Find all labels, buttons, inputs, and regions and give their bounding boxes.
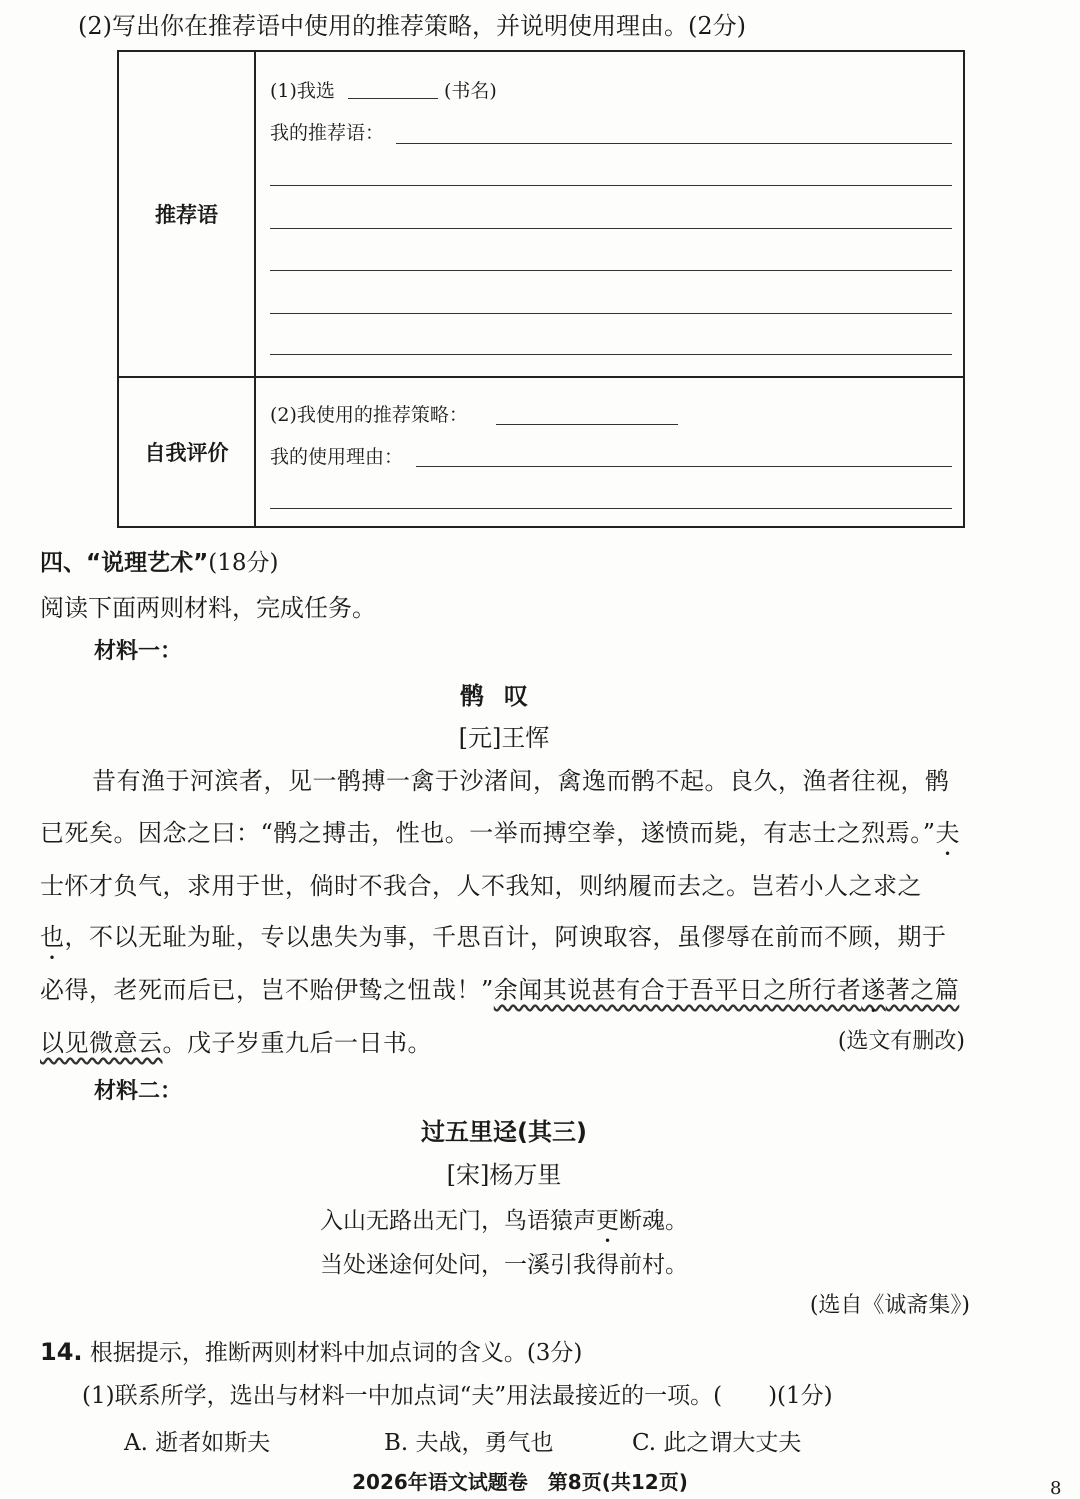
answer-line[interactable] [270, 228, 952, 229]
corner-page-mark: 8 [1050, 1478, 1062, 1499]
answer-line[interactable] [270, 354, 952, 355]
option-a[interactable]: A. 逝者如斯夫 [124, 1430, 271, 1456]
material1-title: 鹘叹 [460, 682, 548, 710]
question-text: 根据提示，推断两则材料中加点词的含义。(3分) [89, 1340, 583, 1366]
material2-author: [宋]杨万里 [446, 1161, 562, 1189]
book-name-blank[interactable] [348, 98, 438, 99]
section-instruction: 阅读下面两则材料，完成任务。 [40, 594, 376, 622]
dotted-word-ye: 也 [40, 923, 65, 951]
answer-line[interactable] [270, 313, 952, 314]
section-heading [40, 544, 278, 577]
option-b[interactable]: B. 夫战，勇气也 [384, 1430, 554, 1456]
question-14-sub1: (1)联系所学，选出与材料一中加点词“夫”用法最接近的一项。( )(1分) [82, 1383, 833, 1409]
answer-line[interactable] [270, 508, 952, 509]
row-label-self-evaluation: 自我评价 [118, 377, 255, 527]
self-evaluation-cell[interactable] [255, 377, 964, 527]
section-title: 四、“说理艺术” [40, 550, 209, 576]
recommendation-label: 我的推荐语： [270, 122, 385, 144]
text-segment: 昔有渔于河滨者，见一鹘搏一禽于沙渚间，禽逸而鹘不起。良久，渔者往视，鹘已死矣。因念之曰：“鹘之搏击，性也。一举而搏空拳，遂愤而毙，有志士之烈焉。” [40, 767, 950, 847]
text-segment: 入山无路出无门，鸟语猿声 [320, 1208, 596, 1234]
answer-line[interactable] [416, 466, 952, 467]
strategy-blank[interactable] [496, 424, 678, 425]
material1-text [40, 756, 970, 1070]
recommendation-cell[interactable] [255, 51, 964, 377]
answer-line[interactable] [396, 143, 952, 144]
dotted-word-geng: 更 [596, 1208, 619, 1234]
answer-line[interactable] [270, 185, 952, 186]
choose-book-label: (1)我选 [270, 80, 335, 102]
section-points: (18分) [208, 550, 279, 576]
material1-label: 材料一： [94, 639, 183, 664]
poem-line-2: 当处迷途何处问，一溪引我得前村。 [320, 1252, 688, 1278]
poem-line-1 [0, 1202, 1008, 1248]
text-segment: 断魂。 [619, 1208, 688, 1234]
material1-author: [元]王恽 [458, 724, 550, 752]
text-segment: 著之篇以见微意云 [40, 976, 960, 1057]
material2-label: 材料二： [94, 1079, 183, 1104]
question-14 [40, 1334, 582, 1367]
page-footer: 2026年语文试题卷 第8页(共12页) [352, 1470, 688, 1494]
answer-line[interactable] [270, 270, 952, 271]
recommendation-table [117, 50, 965, 528]
text-segment: 。戊子岁重九后一日书。 [162, 1029, 432, 1057]
text-segment: ，不以无耻为耻，专以患失为事，千思百计，阿谀取容，虽僇辱在前而不顾，期于必得，老死而后已，岂不贻伊鸷之忸哉！” [40, 923, 947, 1004]
reason-label: 我的使用理由： [270, 446, 404, 468]
row-label-recommendation: 推荐语 [118, 51, 255, 377]
material1-source: (选文有删改) [837, 1029, 965, 1054]
strategy-label: (2)我使用的推荐策略： [270, 404, 468, 426]
dotted-word-fu: 夫 [935, 818, 961, 847]
text-segment: 余闻其说甚有合于吾平日之所行者 [493, 976, 862, 1004]
material2-source: (选自《诚斋集》) [809, 1293, 970, 1318]
dotted-word-sui: 遂 [861, 976, 886, 1004]
book-name-hint: (书名) [444, 80, 497, 102]
option-c[interactable]: C. 此之谓大丈夫 [632, 1430, 802, 1456]
text-segment: 士怀才负气，求用于世，倘时不我合，人不我知，则纳履而去之。岂若小人之求之 [40, 871, 922, 900]
question-number: 14. [40, 1338, 83, 1366]
question-2-prompt: (2)写出你在推荐语中使用的推荐策略，并说明使用理由。(2分) [78, 12, 746, 40]
material2-title: 过五里迳(其三) [421, 1118, 587, 1146]
